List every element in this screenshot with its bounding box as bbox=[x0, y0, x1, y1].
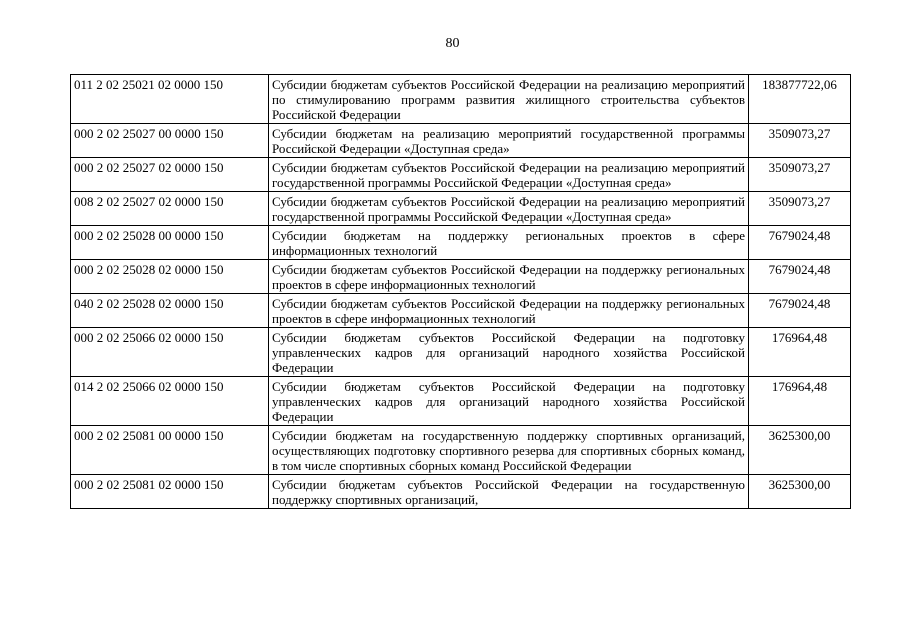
table-row bbox=[71, 260, 851, 294]
description-cell: Субсидии бюджетам на поддержку региональных проектов в сфере информационных технологий bbox=[269, 226, 749, 260]
table-row bbox=[71, 377, 851, 426]
description-cell: Субсидии бюджетам субъектов Российской Федерации на поддержку региональных проектов в сфере информационных технологий bbox=[269, 260, 749, 294]
code-cell: 000 2 02 25081 02 0000 150 bbox=[71, 475, 269, 509]
table-row bbox=[71, 75, 851, 124]
amount-cell: 7679024,48 bbox=[749, 260, 851, 294]
table-row bbox=[71, 426, 851, 475]
amount-cell: 3625300,00 bbox=[749, 426, 851, 475]
budget-table bbox=[70, 74, 851, 509]
description-cell: Субсидии бюджетам на государственную поддержку спортивных организаций, осуществляющих подготовку спортивного резерва для спортивных сборных команд, в том числе спортивных сборных команд Российской Федерации bbox=[269, 426, 749, 475]
amount-cell: 183877722,06 bbox=[749, 75, 851, 124]
description-cell: Субсидии бюджетам субъектов Российской Федерации на государственную поддержку спортивных организаций, bbox=[269, 475, 749, 509]
description-cell: Субсидии бюджетам субъектов Российской Федерации на реализацию мероприятий по стимулированию программ развития жилищного строительства субъектов Российской Федерации bbox=[269, 75, 749, 124]
code-cell: 000 2 02 25028 00 0000 150 bbox=[71, 226, 269, 260]
page-number: 80 bbox=[445, 36, 460, 51]
table-row bbox=[71, 226, 851, 260]
table-row bbox=[71, 294, 851, 328]
description-cell: Субсидии бюджетам на реализацию мероприятий государственной программы Российской Федерации «Доступная среда» bbox=[269, 124, 749, 158]
table-row bbox=[71, 328, 851, 377]
code-cell: 014 2 02 25066 02 0000 150 bbox=[71, 377, 269, 426]
description-cell: Субсидии бюджетам субъектов Российской Федерации на поддержку региональных проектов в сфере информационных технологий bbox=[269, 294, 749, 328]
description-cell: Субсидии бюджетам субъектов Российской Федерации на реализацию мероприятий государственной программы Российской Федерации «Доступная среда» bbox=[269, 192, 749, 226]
amount-cell: 176964,48 bbox=[749, 377, 851, 426]
amount-cell: 176964,48 bbox=[749, 328, 851, 377]
code-cell: 000 2 02 25081 00 0000 150 bbox=[71, 426, 269, 475]
table-row bbox=[71, 124, 851, 158]
code-cell: 000 2 02 25027 02 0000 150 bbox=[71, 158, 269, 192]
code-cell: 008 2 02 25027 02 0000 150 bbox=[71, 192, 269, 226]
code-cell: 000 2 02 25028 02 0000 150 bbox=[71, 260, 269, 294]
amount-cell: 3509073,27 bbox=[749, 192, 851, 226]
amount-cell: 7679024,48 bbox=[749, 294, 851, 328]
description-cell: Субсидии бюджетам субъектов Российской Федерации на подготовку управленческих кадров для организаций народного хозяйства Российской Федерации bbox=[269, 377, 749, 426]
table-row bbox=[71, 192, 851, 226]
table-row bbox=[71, 475, 851, 509]
description-cell: Субсидии бюджетам субъектов Российской Федерации на реализацию мероприятий государственной программы Российской Федерации «Доступная среда» bbox=[269, 158, 749, 192]
table-row bbox=[71, 158, 851, 192]
code-cell: 000 2 02 25066 02 0000 150 bbox=[71, 328, 269, 377]
amount-cell: 3509073,27 bbox=[749, 158, 851, 192]
description-cell: Субсидии бюджетам субъектов Российской Федерации на подготовку управленческих кадров для организаций народного хозяйства Российской Федерации bbox=[269, 328, 749, 377]
amount-cell: 3509073,27 bbox=[749, 124, 851, 158]
code-cell: 000 2 02 25027 00 0000 150 bbox=[71, 124, 269, 158]
amount-cell: 3625300,00 bbox=[749, 475, 851, 509]
amount-cell: 7679024,48 bbox=[749, 226, 851, 260]
code-cell: 040 2 02 25028 02 0000 150 bbox=[71, 294, 269, 328]
code-cell: 011 2 02 25021 02 0000 150 bbox=[71, 75, 269, 124]
